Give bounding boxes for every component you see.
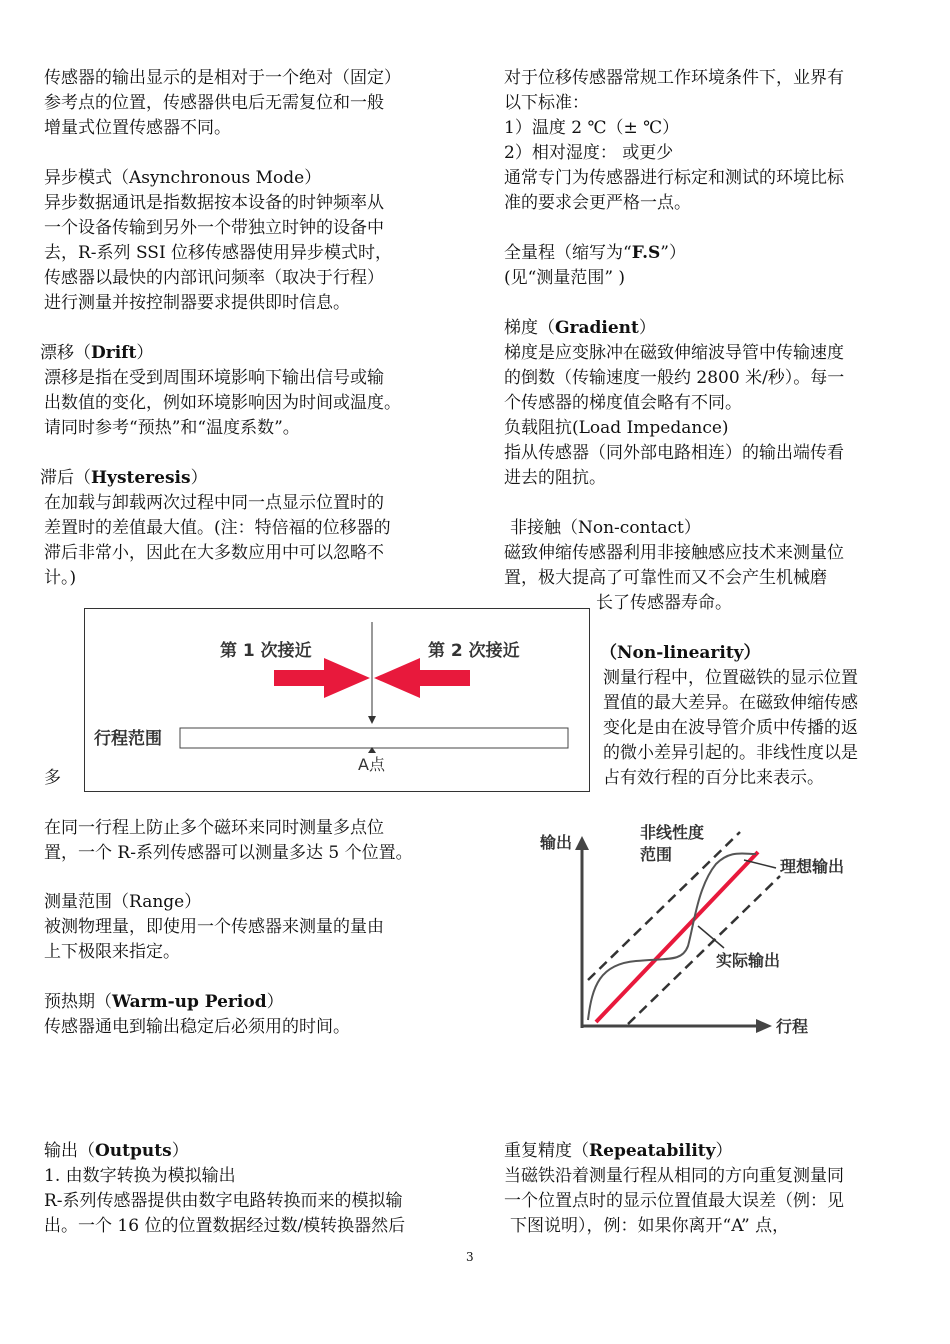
outputs-section: 输出（Outputs） 1. 由数字转换为模拟输出 R-系列传感器提供由数字电路转换而来的模拟输 出。一个 16 位的位置数据经过数/模转换器然后	[44, 1141, 406, 1236]
point-a-label: A点	[358, 755, 385, 774]
range-title: 测量范围（Range）	[44, 892, 202, 912]
warmup-section: 预热期（Warm-up Period） 传感器通电到输出稳定后必须用的时间。	[44, 992, 350, 1037]
fullscale-section: 全量程（缩写为“F.S”） (见“测量范围” )	[504, 243, 686, 288]
diagram-frame	[85, 609, 590, 792]
second-approach-label: 第 2 次接近	[428, 641, 520, 661]
hysteresis-section: 滞后（Hysteresis） 在加载与卸载两次过程中同一点显示位置时的 差置时的差值最大值。(注：特倍福的位移器的 滞后非常小，因此在大多数应用中可以忽略不 计。)	[40, 468, 391, 588]
async-section: 异步模式（Asynchronous Mode） 异步数据通讯是指数据按本设备的时钟频率从 一个设备传输到另外一个带独立时钟的设备中 去，R-系列 SSI 位移传感器使用异步模式时， 传感器以最快的内部讯问频率（取决于行程） 进行测量并按控制器要求提供即时信息。	[44, 168, 393, 313]
multi-section: 在同一行程上防止多个磁环来同时测量多点位 置，一个 R-系列传感器可以测量多达 5 个位置。	[44, 818, 413, 863]
outputs-title: 输出（Outputs）	[44, 1141, 189, 1161]
nonlinearity-section: （Non-linearity） 测量行程中，位置磁铁的显示位置 置值的最大差异。在磁致伸缩传感 变化是由在波导管介质中传播的返 的微小差异引起的。非线性度以是 占有效行程的百分比来表示。	[600, 643, 858, 788]
drift-section: 漂移（Drift） 漂移是指在受到周围环境影响下输出信号或输 出数值的变化，例如环境影响因为时间或温度。 请同时参考“预热”和“温度系数”。	[40, 343, 401, 438]
band-label-2: 范围	[640, 845, 673, 864]
band-label-1: 非线性度	[640, 823, 705, 842]
gradient-title: 梯度（Gradient）	[504, 318, 656, 338]
stroke-axis-label: 行程	[776, 1017, 809, 1036]
y-axis-arrowhead	[575, 836, 589, 850]
lower-band-line	[628, 876, 780, 1024]
x-axis-arrowhead	[756, 1019, 772, 1033]
fullscale-title: 全量程（缩写为“F.S”）	[504, 243, 686, 263]
ideal-output-label: 理想输出	[780, 857, 845, 876]
intro-paragraph: 传感器的输出显示的是相对于一个绝对（固定） 参考点的位置，传感器供电后无需复位和一般 增量式位置传感器不同。	[44, 68, 401, 138]
ideal-output-line	[596, 852, 758, 1022]
environment-section: 对于位移传感器常规工作环境条件下，业界有 以下标准： 1）温度 2 ℃（± ℃） 2）相对湿度： 或更少 通常专门为传感器进行标定和测试的环境比标 准的要求会更严格一点。	[504, 68, 844, 213]
drift-title: 漂移（Drift）	[40, 343, 154, 363]
warmup-title: 预热期（Warm-up Period）	[44, 992, 284, 1012]
noncontact-title: 非接触（Non-contact）	[510, 518, 701, 538]
noncontact-section: 非接触（Non-contact） 磁致伸缩传感器利用非接触感应技术来测量位 置，极大提高了可靠性而又不会产生机械磨 长了传感器寿命。	[504, 518, 844, 613]
nonlinearity-title: （Non-linearity）	[600, 643, 761, 663]
actual-output-label: 实际输出	[716, 951, 781, 970]
multi-title-partial: 多	[44, 768, 61, 788]
repeatability-title: 重复精度（Repeatability）	[504, 1141, 733, 1161]
nonlinearity-chart	[536, 816, 860, 1040]
async-title: 异步模式（Asynchronous Mode）	[44, 168, 322, 188]
gradient-section: 梯度（Gradient） 梯度是应变脉冲在磁致伸缩波导管中传输速度 的倒数（传输速度一般约 2800 米/秒）。每一 个传感器的梯度值会略有不同。 负载阻抗(Load Impedance) 指从传感器（同外部电路相连）的输出端传看 进去的阻抗。	[504, 318, 845, 488]
hysteresis-title: 滞后（Hysteresis）	[40, 468, 208, 488]
first-approach-label: 第 1 次接近	[220, 641, 312, 661]
load-title: 负载阻抗(Load Impedance)	[504, 418, 729, 438]
output-axis-label: 输出	[540, 833, 573, 852]
hysteresis-diagram	[84, 608, 590, 792]
stroke-range-bar	[180, 728, 568, 748]
range-section: 测量范围（Range） 被测物理量，即使用一个传感器来测量的量由 上下极限来指定。	[44, 892, 384, 962]
stroke-range-label: 行程范围	[94, 729, 162, 749]
repeatability-section: 重复精度（Repeatability） 当磁铁沿着测量行程从相同的方向重复测量同 一个位置点时的显示位置值最大误差（例：见 下图说明），例：如果你离开“A” 点，	[504, 1141, 844, 1236]
page-number: 3	[466, 1250, 474, 1264]
